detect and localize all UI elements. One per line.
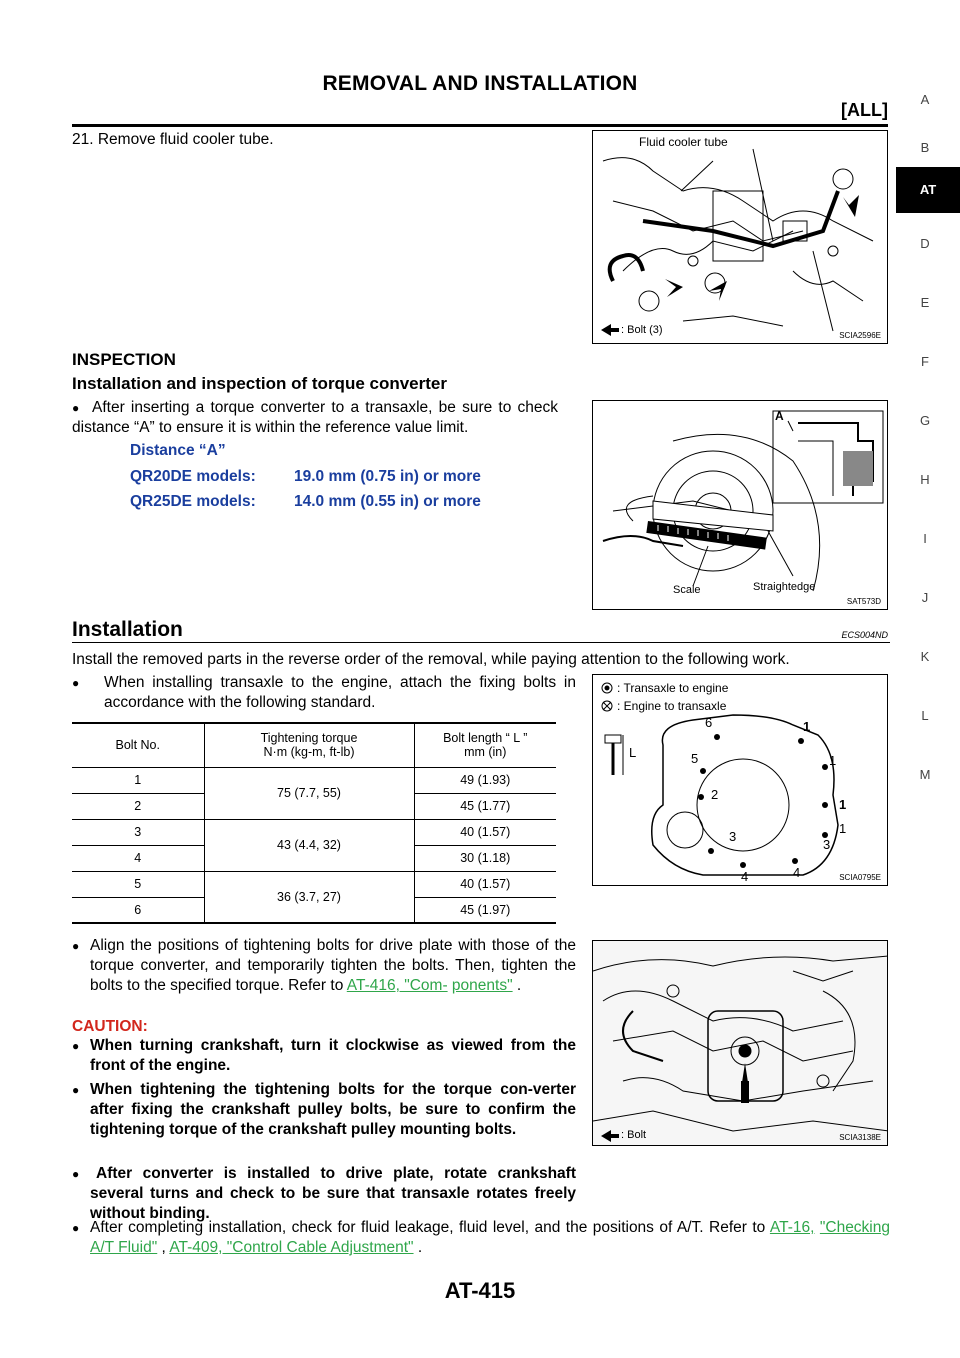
bullet-dot: ● (72, 939, 80, 953)
col-torque-line1: Tightening torque (260, 731, 358, 746)
col-length-line2: mm (in) (464, 745, 507, 760)
bullet-dot: ● (72, 1039, 80, 1053)
table-row (72, 767, 556, 793)
torque-value: 75 (7.7, 55) (204, 767, 414, 819)
inspection-heading: INSPECTION (72, 350, 176, 369)
distance-label: Distance “A” (130, 442, 226, 459)
tab-d[interactable]: D (920, 236, 930, 251)
fig3-label-l: L (629, 745, 637, 760)
figure-fluid-cooler-tube (592, 130, 888, 344)
col-torque (204, 723, 414, 767)
figure-bolt-layout (592, 674, 888, 886)
figure-torque-converter-check (592, 400, 888, 610)
tab-b[interactable]: B (920, 140, 930, 155)
col-torque-line2: N·m (kg-m, ft-lb) (263, 745, 355, 760)
bolt-length: 40 (1.57) (414, 871, 556, 897)
bullet-dot: ● (72, 1221, 80, 1235)
tab-h[interactable]: H (920, 472, 930, 487)
fig4-label-bolt: : Bolt (621, 1129, 647, 1141)
fig3-num: 1 (803, 719, 811, 734)
link-control-cable[interactable]: AT-409, "Control Cable Adjustment" (169, 1239, 414, 1256)
bullet2-text: Align the positions of tightening bolts for drive plate with those of the torque converter, and temporarily tighten the bolts. Then, tighten the bolts to the specified torque. Refer to (90, 937, 576, 994)
installation-bullet1: When installing transaxle to the engine, attach the fixing bolts in accordance with the following standard. (104, 674, 576, 711)
fig4-code: SCIA3138E (839, 1133, 881, 1142)
table-header-row (72, 723, 556, 767)
tab-j[interactable]: J (921, 590, 929, 605)
bolt-no: 5 (134, 877, 142, 891)
caution-label: CAUTION: (72, 1018, 148, 1035)
bullet-last-sep: , (157, 1239, 170, 1256)
bullet-dot: ● (72, 1167, 80, 1181)
figure-drive-plate-bolt (592, 940, 888, 1146)
bolt-spec-table (72, 722, 556, 924)
table-row (72, 871, 556, 897)
caution-item-2: When tightening the tightening bolts for the torque con-verter after fixing the crankshaft pulley bolts, be sure to confirm the tightening torque of the crankshaft pulley mounting bolts. (90, 1081, 576, 1138)
header-rule (72, 124, 888, 127)
tab-at[interactable]: AT (896, 167, 960, 213)
qr20-value: 19.0 mm (0.75 in) or more (294, 468, 481, 485)
page-title: REMOVAL AND INSTALLATION (322, 72, 638, 95)
qr25-label: QR25DE models: (130, 493, 256, 510)
tab-f[interactable]: F (921, 354, 929, 369)
bullet2-tail: . (512, 977, 522, 994)
qr25-value: 14.0 mm (0.55 in) or more (294, 493, 481, 510)
fig3-num: 2 (711, 787, 719, 802)
col-bolt-no: Bolt No. (115, 738, 160, 753)
fig1-label-bolt: : Bolt (3) (621, 324, 663, 336)
bolt-length: 49 (1.93) (414, 767, 556, 793)
tab-i[interactable]: I (923, 531, 927, 546)
bolt-no: 3 (134, 825, 142, 839)
bolt-length: 30 (1.18) (414, 845, 556, 871)
fig3-num: 1 (829, 753, 837, 768)
installation-code: ECS004ND (841, 630, 888, 640)
installation-intro: Install the removed parts in the reverse order of the removal, while paying attention to the following work. (72, 651, 790, 668)
installation-heading: Installation (72, 618, 183, 641)
fig3-num: 3 (729, 829, 737, 844)
fig2-label-a: A (775, 409, 784, 423)
fig1-code: SCIA2596E (839, 331, 881, 340)
torque-value: 36 (3.7, 27) (204, 871, 414, 923)
caution-item-1: When turning crankshaft, turn it clockwise as viewed from the front of the engine. (90, 1037, 576, 1074)
fig3-legend2: : Engine to transaxle (617, 699, 727, 713)
qr20-label: QR20DE models: (130, 468, 256, 485)
bolt-no: 4 (134, 851, 142, 865)
bullet-dot: ● (72, 1083, 80, 1097)
caution-item-3: After converter is installed to drive plate, rotate crankshaft several turns and check to be sure that transaxle rotates freely without binding. (90, 1165, 576, 1222)
step-21: 21. Remove fluid cooler tube. (72, 131, 274, 148)
fig3-legend1: : Transaxle to engine (617, 681, 729, 695)
link-at16[interactable]: AT-16, (769, 1219, 815, 1236)
installation-rule (72, 642, 890, 643)
page-number: AT-415 (444, 1278, 516, 1303)
fig2-code: SAT573D (846, 597, 881, 606)
fig3-code: SCIA0795E (839, 873, 881, 882)
link-checking-fluid[interactable]: "Checking A/T Fluid" (90, 1219, 890, 1256)
bolt-length: 40 (1.57) (414, 819, 556, 845)
torque-value: 43 (4.4, 32) (204, 819, 414, 871)
fig3-num: 4 (793, 865, 801, 880)
fig3-num: 1 (839, 821, 847, 836)
bolt-length: 45 (1.97) (414, 897, 556, 923)
inspection-bullet-text: After inserting a torque converter to a transaxle, be sure to check distance “A” to ensure it is within the reference value limit. (72, 399, 558, 436)
link-components-2[interactable]: ponents" (451, 977, 513, 994)
bullet-dot: ● (72, 401, 80, 415)
tab-e[interactable]: E (920, 295, 930, 310)
link-components-1[interactable]: AT-416, "Com- (346, 977, 448, 994)
bullet-dot: ● (72, 676, 80, 690)
fig3-num: 5 (691, 751, 699, 766)
bolt-no: 6 (134, 902, 142, 917)
fig3-num: 3 (823, 837, 831, 852)
fig1-label-top: Fluid cooler tube (639, 135, 728, 149)
fig3-num: 6 (705, 715, 713, 730)
bolt-no: 2 (134, 799, 142, 813)
bullet2-paragraph (90, 936, 576, 996)
col-length (414, 723, 556, 767)
bullet-last-text: After completing installation, check for fluid leakage, fluid level, and the positions of A/T. Refer to (90, 1219, 766, 1236)
tab-l[interactable]: L (921, 708, 929, 723)
fig2-label-straightedge: Straightedge (753, 581, 816, 593)
bullet-last-tail: . (413, 1239, 423, 1256)
tab-m[interactable]: M (919, 767, 931, 782)
fig3-num: 4 (741, 869, 749, 884)
table-row (72, 819, 556, 845)
fig3-num: 1 (839, 797, 847, 812)
inspection-subheading: Installation and inspection of torque converter (72, 374, 447, 393)
fig2-label-scale: Scale (673, 584, 701, 596)
tab-a[interactable]: A (920, 92, 930, 107)
tab-g[interactable]: G (919, 413, 931, 428)
bullet-last-paragraph (90, 1218, 890, 1258)
bolt-no: 1 (134, 773, 142, 787)
page-subtitle: [ALL] (841, 100, 888, 120)
bolt-length: 45 (1.77) (414, 793, 556, 819)
col-length-line1: Bolt length “ L ” (443, 731, 528, 746)
tab-k[interactable]: K (920, 649, 930, 664)
